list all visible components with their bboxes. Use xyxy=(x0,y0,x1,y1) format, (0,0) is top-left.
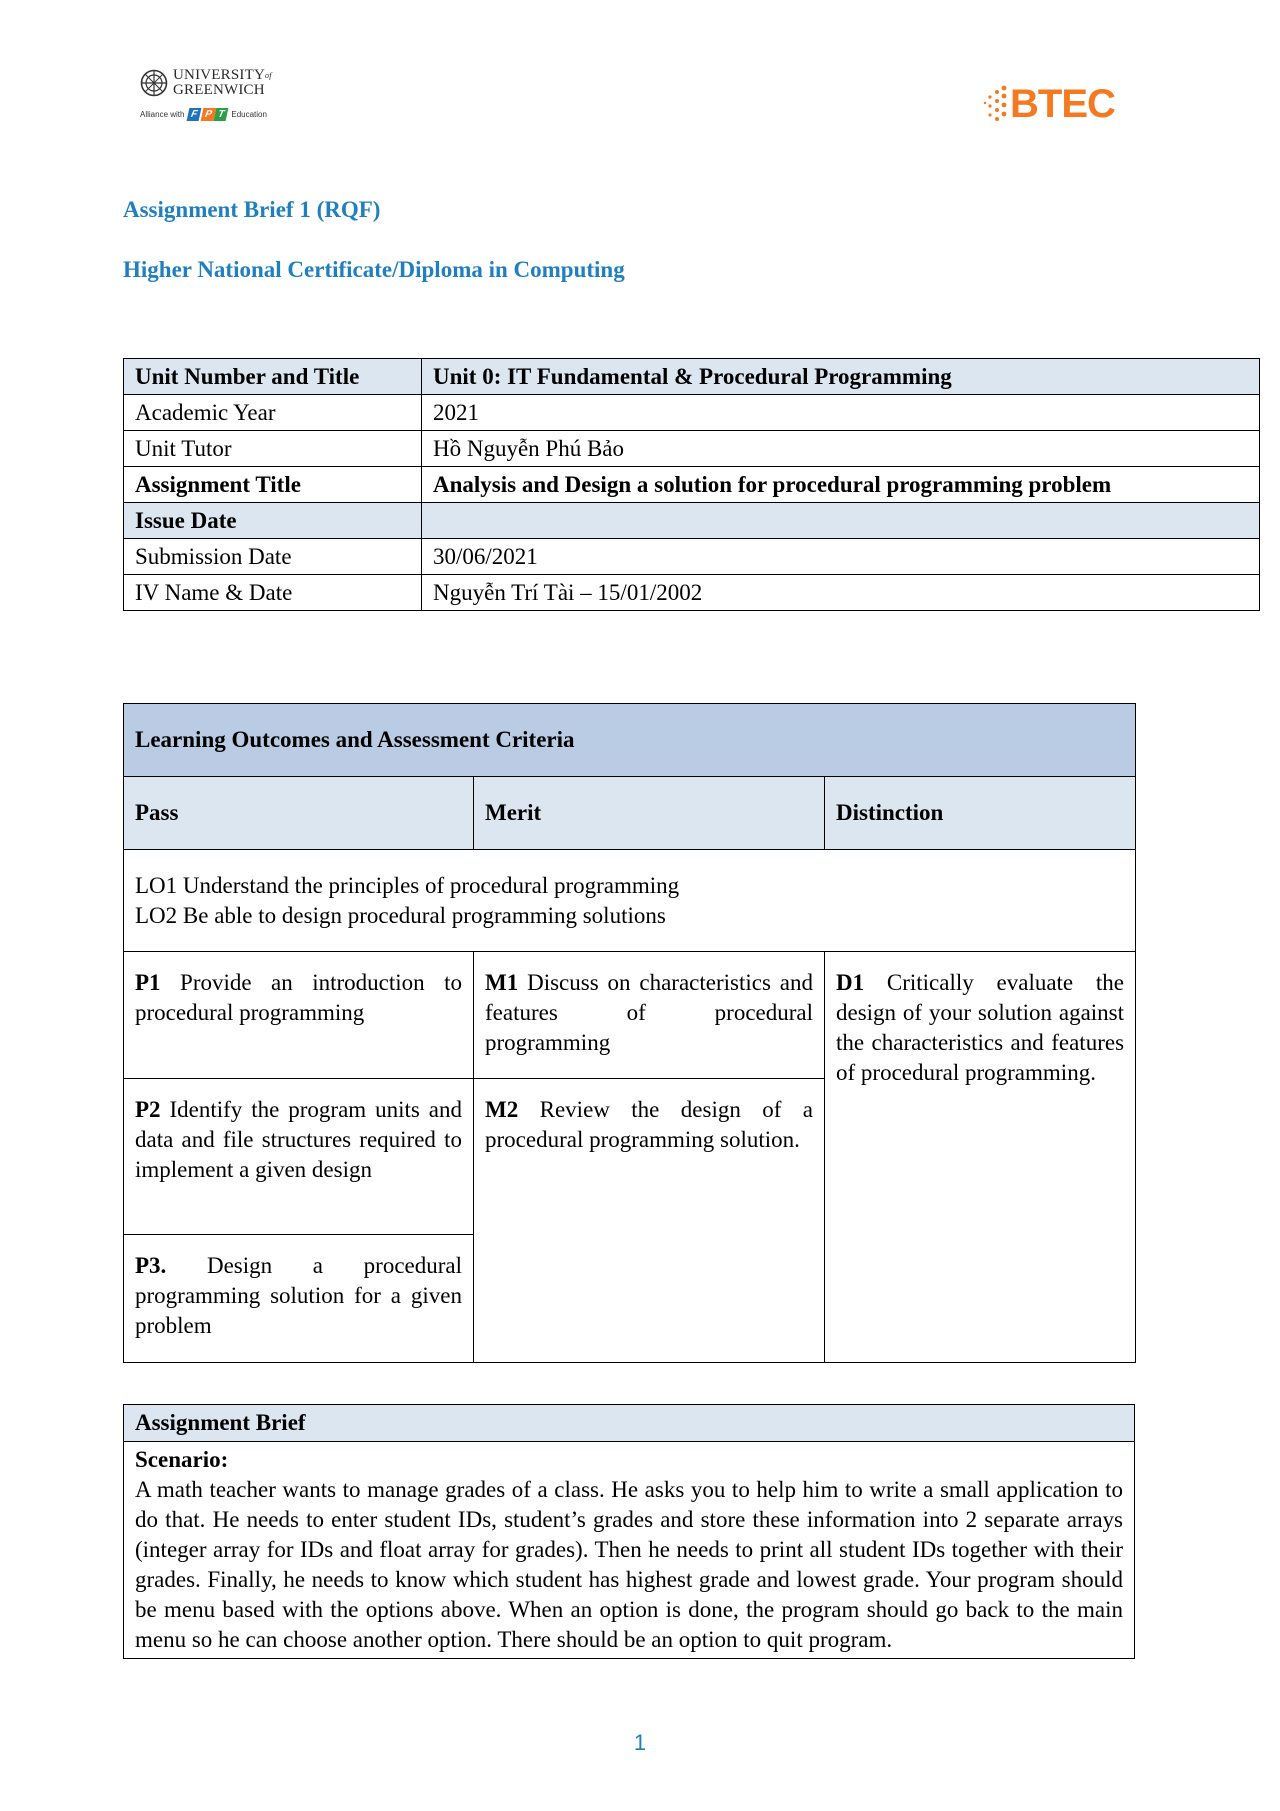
header-merit: Merit xyxy=(474,777,825,850)
btec-wordmark: BTEC xyxy=(1010,81,1115,126)
m2-text: Review the design of a procedural programming solution. xyxy=(485,1097,813,1152)
scenario-text: A math teacher wants to manage grades of a class. He asks you to help him to write a small application to do that. He needs to enter student IDs, student’s grades and store these information into 2 separate arrays (integer array for IDs and float array for grades). Then he needs to print all student IDs together with their grades. Finally, he needs to know which student has highest grade and lowest grade. Your program should be menu based with the options above. When an option is done, the program should go back to the main menu so he can choose another option. There should be an option to quit program. xyxy=(135,1477,1123,1652)
fpt-logo xyxy=(188,108,227,121)
criterion-d1 xyxy=(825,952,1136,1363)
p2-code: P2 xyxy=(135,1097,161,1122)
unit-table-row xyxy=(124,359,1260,395)
p1-text: Provide an introduction to procedural programming xyxy=(135,970,463,1025)
unit-row-value: Unit 0: IT Fundamental & Procedural Programming xyxy=(422,359,1260,395)
unit-row-value: Nguyễn Trí Tài – 15/01/2002 xyxy=(422,575,1260,611)
outcome-lo2: LO2 Be able to design procedural programming solutions xyxy=(135,902,666,928)
unit-row-label: Unit Tutor xyxy=(124,431,422,467)
unit-table-row xyxy=(124,575,1260,611)
header-pass: Pass xyxy=(124,777,474,850)
unit-table-row xyxy=(124,431,1260,467)
unit-row-label: Issue Date xyxy=(124,503,422,539)
unit-info-table xyxy=(123,358,1260,611)
m1-code: M1 xyxy=(485,970,519,995)
p3-text: Design a procedural programming solution for a given problem xyxy=(135,1253,463,1338)
unit-row-value xyxy=(422,503,1260,539)
unit-table-row xyxy=(124,395,1260,431)
crest-icon xyxy=(140,69,168,97)
page-number: 1 xyxy=(633,1730,647,1755)
criterion-m2 xyxy=(474,1079,825,1363)
criterion-p1 xyxy=(124,952,474,1079)
fpt-letter-t: T xyxy=(214,108,229,121)
p1-code: P1 xyxy=(135,970,161,995)
unit-table-row xyxy=(124,539,1260,575)
outcomes-cell xyxy=(124,850,1136,952)
fpt-letter-f: F xyxy=(187,108,202,121)
criterion-m1 xyxy=(474,952,825,1079)
d1-code: D1 xyxy=(836,970,865,995)
btec-logo xyxy=(982,82,1115,126)
assignment-brief-table xyxy=(123,1404,1135,1659)
outcomes-row xyxy=(124,850,1136,952)
criteria-title-row xyxy=(124,704,1136,777)
brief-body xyxy=(124,1442,1135,1659)
scenario-label: Scenario: xyxy=(135,1447,229,1472)
criterion-p2 xyxy=(124,1079,474,1235)
unit-row-label: Academic Year xyxy=(124,395,422,431)
unit-table-row xyxy=(124,467,1260,503)
alliance-line xyxy=(140,108,290,121)
unit-row-label: Unit Number and Title xyxy=(124,359,422,395)
brief-header: Assignment Brief xyxy=(124,1405,1135,1442)
p3-code: P3. xyxy=(135,1253,167,1278)
logo-greenwich-line: GREENWICH xyxy=(173,82,265,98)
criteria-title: Learning Outcomes and Assessment Criteria xyxy=(124,704,1136,777)
fpt-letter-p: P xyxy=(200,108,215,121)
unit-table-row xyxy=(124,503,1260,539)
criteria-row-1 xyxy=(124,952,1136,1079)
university-logo xyxy=(140,68,290,140)
d1-text: Critically evaluate the design of your solution against the characteristics and features of procedural programming. xyxy=(836,970,1125,1085)
criterion-p3 xyxy=(124,1235,474,1363)
btec-dots-icon xyxy=(982,82,1010,126)
brief-body-row xyxy=(124,1442,1135,1659)
p2-text: Identify the program units and data and file structures required to implement a given design xyxy=(135,1097,462,1182)
qualification-title: Higher National Certificate/Diploma in Computing xyxy=(123,257,625,282)
brief-header-row xyxy=(124,1405,1135,1442)
unit-row-label: Submission Date xyxy=(124,539,422,575)
unit-row-value: 2021 xyxy=(422,395,1260,431)
outcome-lo1: LO1 Understand the principles of procedural programming xyxy=(135,872,680,898)
unit-row-value: 30/06/2021 xyxy=(422,539,1260,575)
m2-code: M2 xyxy=(485,1097,519,1122)
logo-university-line: $UNIVERSITY^{of}$ xyxy=(173,67,272,83)
header-distinction: Distinction xyxy=(825,777,1136,850)
criteria-header-row xyxy=(124,777,1136,850)
unit-row-label: Assignment Title xyxy=(124,467,422,503)
unit-row-value: Analysis and Design a solution for procedural programming problem xyxy=(422,467,1260,503)
unit-row-value: Hồ Nguyễn Phú Bảo xyxy=(422,431,1260,467)
education-text: Education xyxy=(231,110,267,119)
alliance-text: Alliance with xyxy=(140,110,185,119)
m1-text: Discuss on characteristics and features of procedural programming xyxy=(485,970,813,1055)
brief-title: Assignment Brief 1 (RQF) xyxy=(123,197,381,222)
learning-outcomes-table xyxy=(123,703,1136,1363)
unit-row-label: IV Name & Date xyxy=(124,575,422,611)
